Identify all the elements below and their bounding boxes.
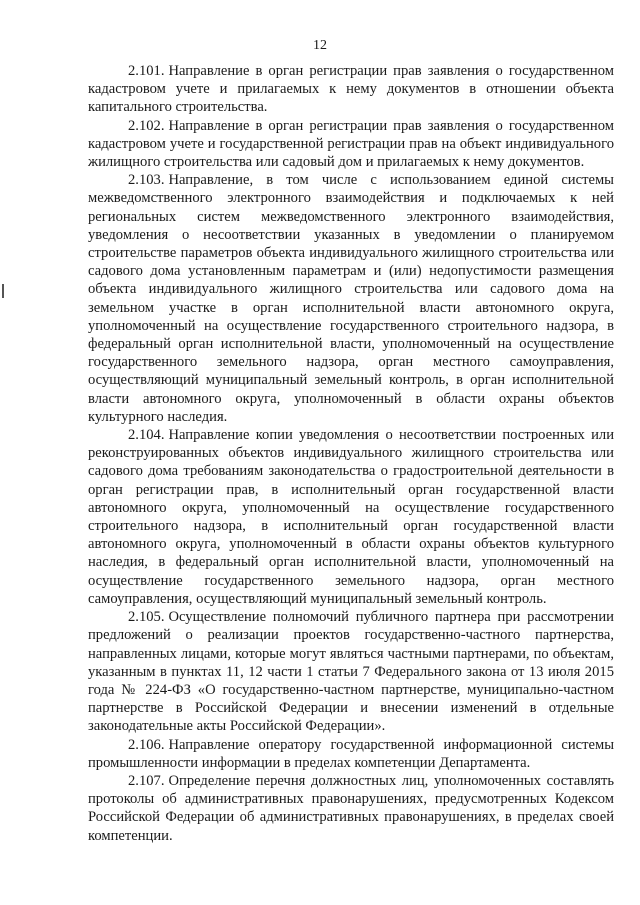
paragraph-2-104 — [88, 426, 614, 608]
page-number: 12 — [313, 38, 327, 53]
paragraph-number: 2.102. — [128, 117, 165, 134]
paragraph-number: 2.107. — [128, 772, 165, 789]
paragraph-text: Определение перечня должностных лиц, уполномоченных составлять протоколы об административных правонарушениях, предусмотренных Кодексом Российской Федерации об административных правонарушениях, в пределах своей компетенции. — [88, 772, 614, 844]
document-body — [88, 62, 614, 845]
paragraph-2-103 — [88, 171, 614, 426]
paragraph-number: 2.104. — [128, 427, 165, 444]
paragraph-2-105 — [88, 608, 614, 735]
paragraph-number: 2.105. — [128, 609, 165, 626]
paragraph-2-106 — [88, 736, 614, 772]
paragraph-text: Осуществление полномочий публичного партнера при рассмотрении предложений о реализации проектов государственно-частного партнерства, направленных лицами, которые могут являться частными партнерами, по объектам, указанным в пунктах 11, 12 части 1 статьи 7 Федерального закона от 13 июля 2015 года № 224-ФЗ «О государственно-частном партнерстве, муниципально-частном партнерстве в Российской Федерации и внесении изменений в отдельные законодательные акты Российской Федерации». — [88, 609, 614, 735]
paragraph-2-107 — [88, 772, 614, 845]
paragraph-text: Направление копии уведомления о несоответствии построенных или реконструированных объектов индивидуального жилищного строительства или садового дома требованиям законодательства о градостроительной деятельности в орган регистрации прав, в исполнительный орган государственной власти автономного округа, уполномоченный на осуществление государственного строительного надзора, в исполнительный орган государственной власти автономного округа, уполномоченный в области охраны объектов культурного наследия, в федеральный орган исполнительной власти, уполномоченный на осуществление государственного земельного надзора, орган местного самоуправления, осуществляющий муниципальный земельный контроль. — [88, 427, 614, 607]
paragraph-number: 2.106. — [128, 736, 165, 753]
paragraph-text: Направление, в том числе с использованием единой системы межведомственного электронного взаимодействия и подключаемых к ней региональных систем межведомственного электронного взаимодействия, уведомления о несоответствии указанных в уведомлении о планируемом строительстве параметров объекта индивидуального жилищного строительства или садового дома установленным параметрам и (или) недопустимости размещения объекта индивидуального жилищного строительства или садового дома на земельном участке в орган исполнительной власти автономного округа, уполномоченный на осуществление государственного строительного надзора, в федеральный орган исполнительной власти, уполномоченный на осуществление государственного земельного надзора, орган местного самоуправления, осуществляющий муниципальный земельный контроль, в орган исполнительной власти автономного округа, уполномоченный в области охраны объектов культурного наследия. — [88, 172, 614, 425]
paragraph-text: Направление в орган регистрации прав заявления о государственном кадастровом учете и прилагаемых к нему документов в отношении объекта капитального строительства. — [88, 63, 614, 116]
paragraph-number: 2.103. — [128, 172, 165, 189]
paragraph-text: Направление в орган регистрации прав заявления о государственном кадастровом учете и государственной регистрации прав на объект индивидуального жилищного строительства или садовый дом и прилагаемых к нему документов. — [88, 117, 614, 171]
paragraph-text: Направление оператору государственной информационной системы промышленности информации в пределах компетенции Департамента. — [88, 736, 614, 771]
paragraph-2-101 — [88, 62, 614, 117]
margin-mark — [2, 284, 4, 298]
paragraph-number: 2.101. — [128, 63, 165, 79]
paragraph-2-102 — [88, 117, 614, 172]
